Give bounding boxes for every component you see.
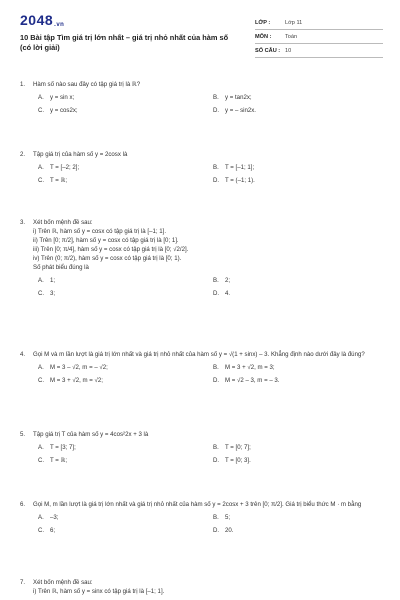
answer-option[interactable] — [213, 106, 388, 119]
answer-options — [20, 443, 388, 469]
option-text: M = 3 + √2, m = √2; — [50, 377, 103, 384]
question — [20, 350, 388, 389]
option-text: M = 3 + √2, m = 3; — [225, 364, 275, 371]
option-text: M = √2 – 3, m = – 3. — [225, 377, 280, 384]
meta-label: SỐ CÂU : — [255, 47, 281, 54]
answer-option[interactable] — [38, 289, 213, 302]
option-text: y = sin x; — [50, 94, 75, 101]
option-text: T = [–2; 2]; — [50, 164, 80, 171]
answer-option[interactable] — [213, 93, 388, 106]
question-text: Xét bốn mệnh đề sau: — [33, 579, 93, 586]
statement-line: ii) Trên [0; π/2], hàm số y = cosx có tập giá trị là [0; 1]. — [33, 237, 179, 244]
option-letter: D. — [213, 177, 220, 184]
option-letter: D. — [213, 457, 220, 464]
meta-info — [255, 16, 383, 58]
option-text: T = ℝ; — [50, 457, 68, 464]
option-text: 2; — [225, 277, 231, 284]
question-stem — [20, 80, 388, 89]
question-number: 7. — [20, 579, 26, 586]
option-letter: B. — [213, 277, 219, 284]
question-text: Tập giá trị của hàm số y = 2cosx là — [33, 151, 128, 158]
option-letter: D. — [213, 527, 220, 534]
answer-option[interactable] — [38, 106, 213, 119]
question — [20, 430, 388, 469]
answer-option[interactable] — [38, 93, 213, 106]
option-letter: D. — [213, 107, 220, 114]
answer-option[interactable] — [38, 176, 213, 189]
question-stem — [20, 578, 388, 587]
question-stem — [20, 350, 388, 359]
statement-line: iii) Trên [0; π/4], hàm số y = cosx có tập giá trị là [0; √2/2]. — [33, 246, 189, 253]
meta-value: Toán — [285, 33, 298, 40]
option-text: T = ℝ; — [50, 177, 68, 184]
statement-line: iv) Trên (0; π/2), hàm số y = cosx có tập giá trị là [0; 1). — [33, 255, 182, 262]
option-text: T = [0; 7]; — [225, 444, 251, 451]
question — [20, 150, 388, 189]
option-letter: A. — [38, 164, 44, 171]
answer-option[interactable] — [213, 276, 388, 289]
answer-options — [20, 93, 388, 119]
meta-row — [255, 44, 383, 58]
meta-label: LỚP : — [255, 19, 271, 26]
question — [20, 500, 388, 539]
statement-line: Số phát biểu đúng là — [33, 264, 89, 271]
option-letter: A. — [38, 514, 44, 521]
option-text: T = (–1; 1). — [225, 177, 255, 184]
question — [20, 578, 388, 596]
question-text: Xét bốn mệnh đề sau: — [33, 219, 93, 226]
option-text: y = – sin2x. — [225, 107, 256, 114]
option-text: y = cos2x; — [50, 107, 78, 114]
question-stem — [20, 150, 388, 159]
meta-row — [255, 30, 383, 44]
option-letter: A. — [38, 277, 44, 284]
question — [20, 218, 388, 302]
option-text: 4. — [225, 290, 231, 297]
question-text: Tập giá trị T của hàm số y = 4cos²2x + 3 là — [33, 431, 149, 438]
question — [20, 80, 388, 119]
site-logo[interactable]: 2048.vn — [20, 12, 65, 28]
option-text: T = [–1; 1]; — [225, 164, 255, 171]
option-letter: C. — [38, 457, 45, 464]
document-title: 10 Bài tập Tìm giá trị lớn nhất – giá trị nhỏ nhất của hàm số (có lời giải) — [20, 33, 229, 52]
question-number: 6. — [20, 501, 26, 508]
option-text: –3; — [50, 514, 59, 521]
answer-option[interactable] — [38, 513, 213, 526]
option-text: 20. — [225, 527, 234, 534]
option-letter: A. — [38, 94, 44, 101]
answer-options — [20, 513, 388, 539]
answer-options — [20, 163, 388, 189]
question-stem — [20, 430, 388, 439]
option-letter: D. — [213, 377, 220, 384]
question-text: Gọi M và m lần lượt là giá trị lớn nhất và giá trị nhỏ nhất của hàm số y = √(1 + sinx) – 3. Khẳng định nào dưới đây là đúng? — [33, 351, 365, 358]
answer-option[interactable] — [38, 276, 213, 289]
option-letter: C. — [38, 177, 45, 184]
question-stem — [20, 218, 388, 227]
option-text: T = [0; 3]. — [225, 457, 251, 464]
answer-option[interactable] — [38, 443, 213, 456]
answer-option[interactable] — [213, 513, 388, 526]
answer-option[interactable] — [213, 376, 388, 389]
question-text: Hàm số nào sau đây có tập giá trị là ℝ? — [33, 81, 141, 88]
answer-option[interactable] — [213, 176, 388, 189]
question-number: 4. — [20, 351, 26, 358]
meta-row — [255, 16, 383, 30]
answer-option[interactable] — [38, 526, 213, 539]
option-letter: B. — [213, 514, 219, 521]
meta-value: 10 — [285, 47, 292, 54]
option-letter: D. — [213, 290, 220, 297]
option-text: 6; — [50, 527, 56, 534]
answer-option[interactable] — [38, 456, 213, 469]
statement-line: i) Trên ℝ, hàm số y = sinx có tập giá trị là [–1; 1]. — [33, 588, 165, 595]
answer-option[interactable] — [38, 163, 213, 176]
option-letter: C. — [38, 107, 45, 114]
option-text: 3; — [50, 290, 56, 297]
option-text: 5; — [225, 514, 231, 521]
option-letter: A. — [38, 444, 44, 451]
option-letter: B. — [213, 444, 219, 451]
option-letter: C. — [38, 377, 45, 384]
option-text: M = 3 – √2, m = – √2; — [50, 364, 108, 371]
answer-option[interactable] — [213, 289, 388, 302]
option-letter: A. — [38, 364, 44, 371]
option-text: y = tan2x; — [225, 94, 252, 101]
option-letter: B. — [213, 364, 219, 371]
question-text: Gọi M, m lần lượt là giá trị lớn nhất và giá trị nhỏ nhất của hàm số y = 2cosx + 3 trên [0; π/2]. Giá trị biểu thức M · m bằng — [33, 501, 362, 508]
answer-option[interactable] — [213, 456, 388, 469]
answer-option[interactable] — [213, 526, 388, 539]
question-number: 5. — [20, 431, 26, 438]
answer-options — [20, 276, 388, 302]
option-text: T = [3; 7]; — [50, 444, 76, 451]
meta-label: MÔN : — [255, 33, 272, 40]
answer-option[interactable] — [38, 363, 213, 376]
statement-line: i) Trên ℝ, hàm số y = cosx có tập giá trị là [–1; 1]. — [33, 228, 167, 235]
option-letter: C. — [38, 527, 45, 534]
option-text: 1; — [50, 277, 56, 284]
option-letter: B. — [213, 164, 219, 171]
answer-options — [20, 363, 388, 389]
answer-option[interactable] — [213, 163, 388, 176]
option-letter: B. — [213, 94, 219, 101]
logo-suffix: .vn — [54, 22, 65, 28]
question-stem — [20, 500, 388, 509]
meta-value: Lớp 11 — [285, 19, 303, 26]
answer-option[interactable] — [213, 363, 388, 376]
question-number: 1. — [20, 81, 26, 88]
answer-option[interactable] — [38, 376, 213, 389]
question-number: 2. — [20, 151, 26, 158]
option-letter: C. — [38, 290, 45, 297]
answer-option[interactable] — [213, 443, 388, 456]
question-number: 3. — [20, 219, 26, 226]
